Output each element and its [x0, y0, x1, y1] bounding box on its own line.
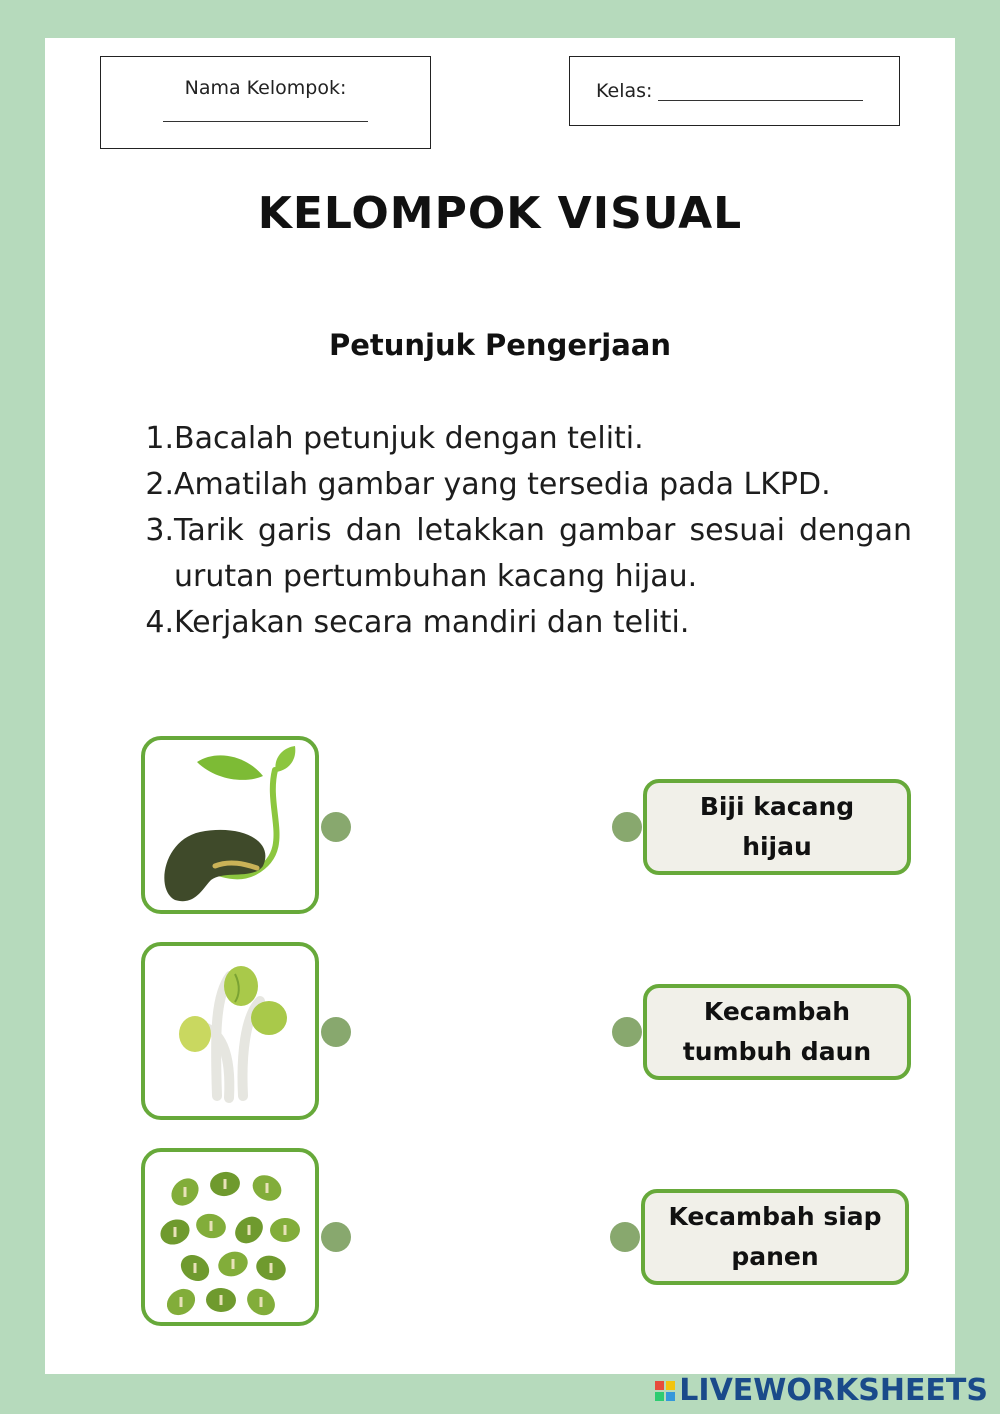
- bean-hilum-shape: [260, 1297, 263, 1307]
- bean-hilum-shape: [266, 1183, 269, 1193]
- step-number: 3.: [145, 513, 174, 548]
- bean-hilum-shape: [174, 1227, 177, 1237]
- picture-card-bean-sprouts[interactable]: [141, 942, 319, 1120]
- bean-hilum-shape: [220, 1295, 223, 1305]
- liveworksheets-logo: [655, 1373, 988, 1408]
- label-kecambah-siap-panen[interactable]: Kecambah siap panen: [641, 1189, 909, 1285]
- logo-mark-icon: [655, 1381, 675, 1401]
- page-title: KELOMPOK VISUAL: [257, 188, 743, 239]
- label-1-connector-dot[interactable]: [612, 812, 642, 842]
- step-number: 1.: [145, 421, 174, 456]
- bean-hilum-shape: [194, 1263, 197, 1273]
- bean-hilum-shape: [284, 1225, 287, 1235]
- list-item: [140, 462, 912, 508]
- group-name-label: Nama Kelompok:: [184, 77, 347, 99]
- class-box: [569, 56, 900, 126]
- group-name-box: [100, 56, 431, 149]
- brand-name: LIVEWORKSHEETS: [679, 1373, 988, 1408]
- bean-sprouts-icon: [145, 946, 315, 1116]
- step-number: 4.: [145, 605, 174, 640]
- label-3-connector-dot[interactable]: [610, 1222, 640, 1252]
- picture-1-connector-dot[interactable]: [321, 812, 351, 842]
- bean-hilum-shape: [270, 1263, 273, 1273]
- group-name-field[interactable]: [163, 105, 368, 122]
- bean-hilum-shape: [224, 1179, 227, 1189]
- class-label: Kelas:: [596, 80, 653, 102]
- instructions-heading: Petunjuk Pengerjaan: [328, 328, 672, 362]
- list-item: [140, 416, 912, 462]
- list-item: [140, 600, 912, 646]
- label-biji-kacang-hijau[interactable]: Biji kacang hijau: [643, 779, 911, 875]
- bean-hilum-shape: [232, 1259, 235, 1269]
- bean-hilum-shape: [248, 1225, 251, 1235]
- list-item: [140, 508, 912, 600]
- picture-card-mung-beans[interactable]: [141, 1148, 319, 1326]
- sprouting-seed-with-leaves-icon: [145, 740, 315, 910]
- step-text: Kerjakan secara mandiri dan teliti.: [174, 605, 690, 640]
- step-text: Tarik garis dan letakkan gambar sesuai dengan urutan pertumbuhan kacang hijau.: [174, 513, 912, 594]
- instructions-list: [140, 416, 912, 646]
- step-number: 2.: [145, 467, 174, 502]
- label-2-connector-dot[interactable]: [612, 1017, 642, 1047]
- step-text: Amatilah gambar yang tersedia pada LKPD.: [174, 467, 831, 502]
- step-text: Bacalah petunjuk dengan teliti.: [174, 421, 644, 456]
- bean-hilum-shape: [180, 1297, 183, 1307]
- picture-2-connector-dot[interactable]: [321, 1017, 351, 1047]
- bean-hilum-shape: [210, 1221, 213, 1231]
- label-kecambah-tumbuh-daun[interactable]: Kecambah tumbuh daun: [643, 984, 911, 1080]
- bean-hilum-shape: [184, 1187, 187, 1197]
- picture-card-sprout[interactable]: [141, 736, 319, 914]
- worksheet-page: [45, 38, 955, 1374]
- mung-beans-icon: [145, 1152, 315, 1322]
- picture-3-connector-dot[interactable]: [321, 1222, 351, 1252]
- class-field[interactable]: [658, 82, 863, 101]
